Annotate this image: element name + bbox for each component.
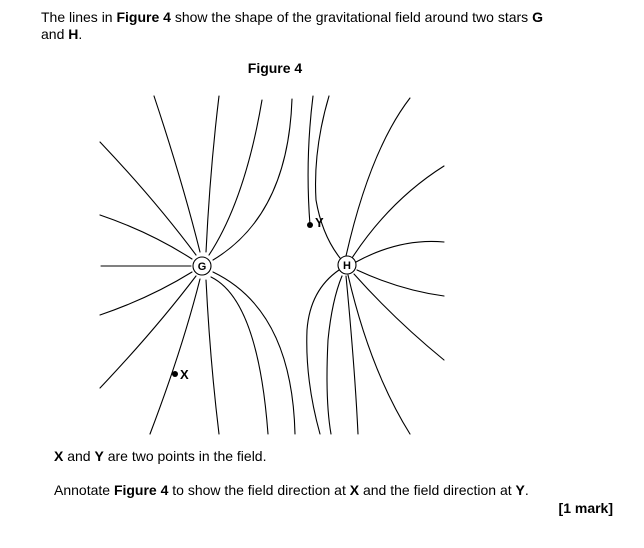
statement-and: and: [63, 448, 95, 464]
instruction-c: and the field direction at: [359, 482, 516, 498]
field-line: [307, 270, 339, 434]
field-line: [352, 166, 444, 258]
intro-text-a: The lines in: [41, 9, 117, 25]
field-line: [354, 274, 444, 360]
point-x-label: X: [180, 367, 189, 382]
field-line: [211, 277, 268, 434]
intro-text-b: show the shape of the gravitational field around two stars: [170, 9, 533, 25]
field-line: [346, 276, 358, 434]
instruction-b: to show the field direction at: [168, 482, 350, 498]
instruction-a: Annotate: [54, 482, 114, 498]
field-line: [356, 241, 444, 262]
intro-and: and: [41, 26, 69, 42]
statement-y: Y: [94, 448, 104, 464]
instruction-y: Y: [515, 482, 525, 498]
field-line: [100, 272, 192, 315]
figure-reference: Figure 4: [116, 9, 171, 25]
field-line: [206, 280, 219, 434]
instruction-figure-ref: Figure 4: [113, 482, 169, 498]
point-x: [172, 371, 178, 377]
field-line: [213, 272, 295, 434]
instruction-x: X: [349, 482, 360, 498]
field-line: [308, 96, 313, 225]
point-y: [307, 222, 313, 228]
intro-text-d: .: [78, 26, 83, 42]
field-line: [209, 100, 262, 255]
marks-label: [1 mark]: [558, 500, 613, 516]
field-line: [100, 142, 196, 255]
figure-title: Figure 4: [247, 60, 303, 76]
field-line: [206, 96, 219, 252]
instruction: [54, 482, 529, 499]
field-line: [346, 98, 410, 256]
star-h-label: H: [343, 260, 351, 272]
field-line: [348, 275, 410, 434]
field-line: [316, 96, 340, 258]
star-g-reference: G: [532, 9, 543, 25]
points-statement: [54, 448, 266, 465]
star-h-reference: H: [68, 26, 79, 42]
statement-x: X: [54, 448, 64, 464]
point-y-label: Y: [315, 215, 324, 230]
statement-rest: are two points in the field.: [103, 448, 267, 464]
star-g-label: G: [197, 261, 207, 273]
field-line: [154, 96, 200, 252]
field-line: [213, 99, 292, 260]
field-line: [100, 215, 192, 259]
field-line: [327, 276, 342, 434]
instruction-d: .: [524, 482, 529, 498]
